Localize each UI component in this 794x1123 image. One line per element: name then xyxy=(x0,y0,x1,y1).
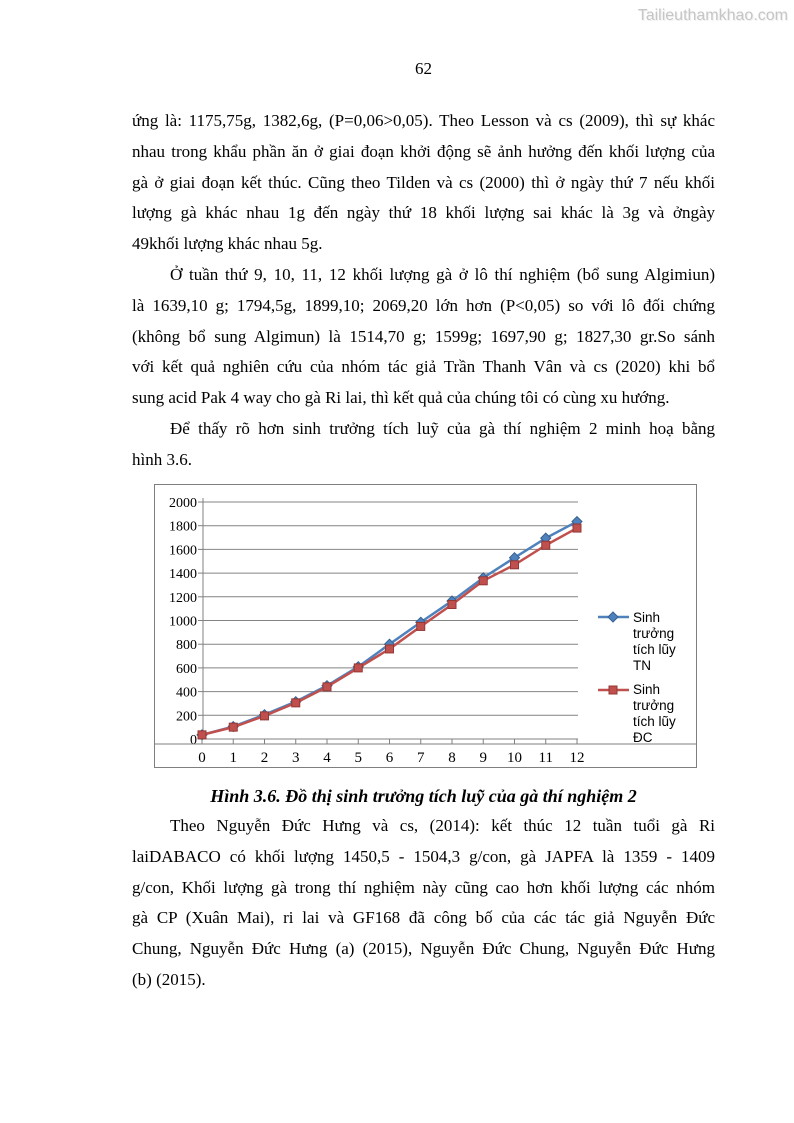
series-line-tn xyxy=(202,522,577,735)
x-tick-label: 8 xyxy=(448,750,456,766)
body-text-top xyxy=(132,106,715,476)
legend-label: ĐC xyxy=(633,730,653,745)
y-tick-label: 1600 xyxy=(169,543,197,559)
x-tick-label: 6 xyxy=(385,750,394,766)
text-line: (không bổ sung Algimun) là 1514,70 g; 1599g; 1697,90 g; 1827,30 gr.So sánh xyxy=(132,326,715,346)
x-tick-label: 2 xyxy=(260,750,269,766)
x-tick-label: 11 xyxy=(538,750,553,766)
series-marker-dc xyxy=(229,723,237,731)
y-tick-label: 400 xyxy=(176,685,197,701)
text-line: Chung, Nguyễn Đức Hưng (a) (2015), Nguyễn Đức Chung, Nguyễn Đức Hưng xyxy=(132,939,715,959)
series-marker-dc xyxy=(417,622,425,630)
legend-label: tích lũy xyxy=(633,642,676,657)
watermark: Tailieuthamkhao.com xyxy=(637,7,788,24)
text-line: Ở tuần thứ 9, 10, 11, 12 khối lượng gà ở lô thí nghiệm (bổ sung Algimiun) xyxy=(170,264,715,284)
x-tick-label: 3 xyxy=(292,750,300,766)
legend-marker xyxy=(608,612,618,622)
text-line: Theo Nguyễn Đức Hưng và cs, (2014): kết thúc 12 tuần tuổi gà Ri xyxy=(170,816,715,835)
y-tick-label: 600 xyxy=(176,661,197,677)
series-marker-dc xyxy=(323,683,331,691)
x-tick-label: 1 xyxy=(229,750,237,766)
y-tick-label: 1400 xyxy=(169,567,197,583)
legend-label: trưởng xyxy=(633,698,675,713)
text-line: laiDABACO có khối lượng 1450,5 - 1504,3 g/con, gà JAPFA là 1359 - 1409 xyxy=(132,846,715,866)
series-marker-dc xyxy=(542,541,550,549)
series-marker-dc xyxy=(573,524,581,532)
text-line: lượng gà khác nhau 1g đến ngày thứ 18 khối lượng sai khác là 3g và ởngày xyxy=(132,203,715,223)
x-tick-label: 5 xyxy=(354,750,362,766)
text-line: gà ở giai đoạn kết thúc. Cũng theo Tilden và cs (2000) thì ở ngày thứ 7 nếu khối xyxy=(132,172,715,192)
series-marker-dc xyxy=(479,577,487,585)
body-text-bottom xyxy=(132,811,715,996)
legend-marker xyxy=(609,686,617,694)
series-marker-dc xyxy=(292,699,300,707)
y-tick-label: 1800 xyxy=(169,519,197,535)
legend-label: trưởng xyxy=(633,626,675,641)
x-tick-label: 7 xyxy=(417,750,425,766)
series-marker-dc xyxy=(261,712,269,720)
x-tick-label: 12 xyxy=(569,750,585,766)
text-line: (b) (2015). xyxy=(132,969,206,989)
series-marker-dc xyxy=(354,664,362,672)
x-tick-label: 10 xyxy=(507,750,522,766)
text-line: với kết quả nghiên cứu của nhóm tác giả Trần Thanh Vân và cs (2020) khi bổ xyxy=(132,357,715,377)
y-tick-label: 200 xyxy=(176,709,197,725)
text-line: nhau trong khẩu phần ăn ở giai đoạn khởi động sẽ ảnh hưởng đến khối lượng của xyxy=(132,141,715,161)
series-marker-dc xyxy=(198,731,206,739)
series-marker-dc xyxy=(386,645,394,653)
text-line: sung acid Pak 4 way cho gà Ri lai, thì kết quả của chúng tôi có cùng xu hướng. xyxy=(132,388,670,408)
text-line: 49khối lượng khác nhau 5g. xyxy=(132,234,323,254)
legend-label: Sinh xyxy=(633,610,661,625)
figure-caption: Hình 3.6. Đồ thị sinh trưởng tích luỹ của gà thí nghiệm 2 xyxy=(210,786,637,806)
figure-chart xyxy=(154,484,697,768)
x-tick-label: 0 xyxy=(198,750,206,766)
y-tick-label: 0 xyxy=(190,733,197,748)
growth-line-chart xyxy=(155,485,696,767)
text-line: hình 3.6. xyxy=(132,449,192,469)
text-line: g/con, Khối lượng gà trong thí nghiệm này cũng cao hơn khối lượng các nhóm xyxy=(132,877,715,897)
text-line: là 1639,10 g; 1794,5g, 1899,10; 2069,20 lớn hơn (P<0,05) so với lô đối chứng xyxy=(132,295,715,315)
y-tick-label: 800 xyxy=(176,638,197,654)
series-line-dc xyxy=(202,528,577,735)
y-tick-label: 2000 xyxy=(169,496,197,511)
text-line: Để thấy rõ hơn sinh trưởng tích luỹ của gà thí nghiệm 2 minh hoạ bằng xyxy=(170,418,715,438)
series-marker-dc xyxy=(511,561,519,569)
page-number: 62 xyxy=(415,59,432,78)
legend-label: tích lũy xyxy=(633,714,676,729)
legend-label: Sinh xyxy=(633,682,661,697)
text-line: ứng là: 1175,75g, 1382,6g, (P=0,06>0,05). Theo Lesson và cs (2009), thì sự khác xyxy=(132,111,715,130)
y-tick-label: 1000 xyxy=(169,614,197,630)
y-tick-label: 1200 xyxy=(169,590,197,606)
x-tick-label: 4 xyxy=(323,750,331,766)
x-tick-label: 9 xyxy=(479,750,487,766)
text-line: gà CP (Xuân Mai), ri lai và GF168 đã công bố của các tác giả Nguyễn Đức xyxy=(132,908,715,928)
series-marker-dc xyxy=(448,601,456,609)
legend-label: TN xyxy=(633,658,651,673)
